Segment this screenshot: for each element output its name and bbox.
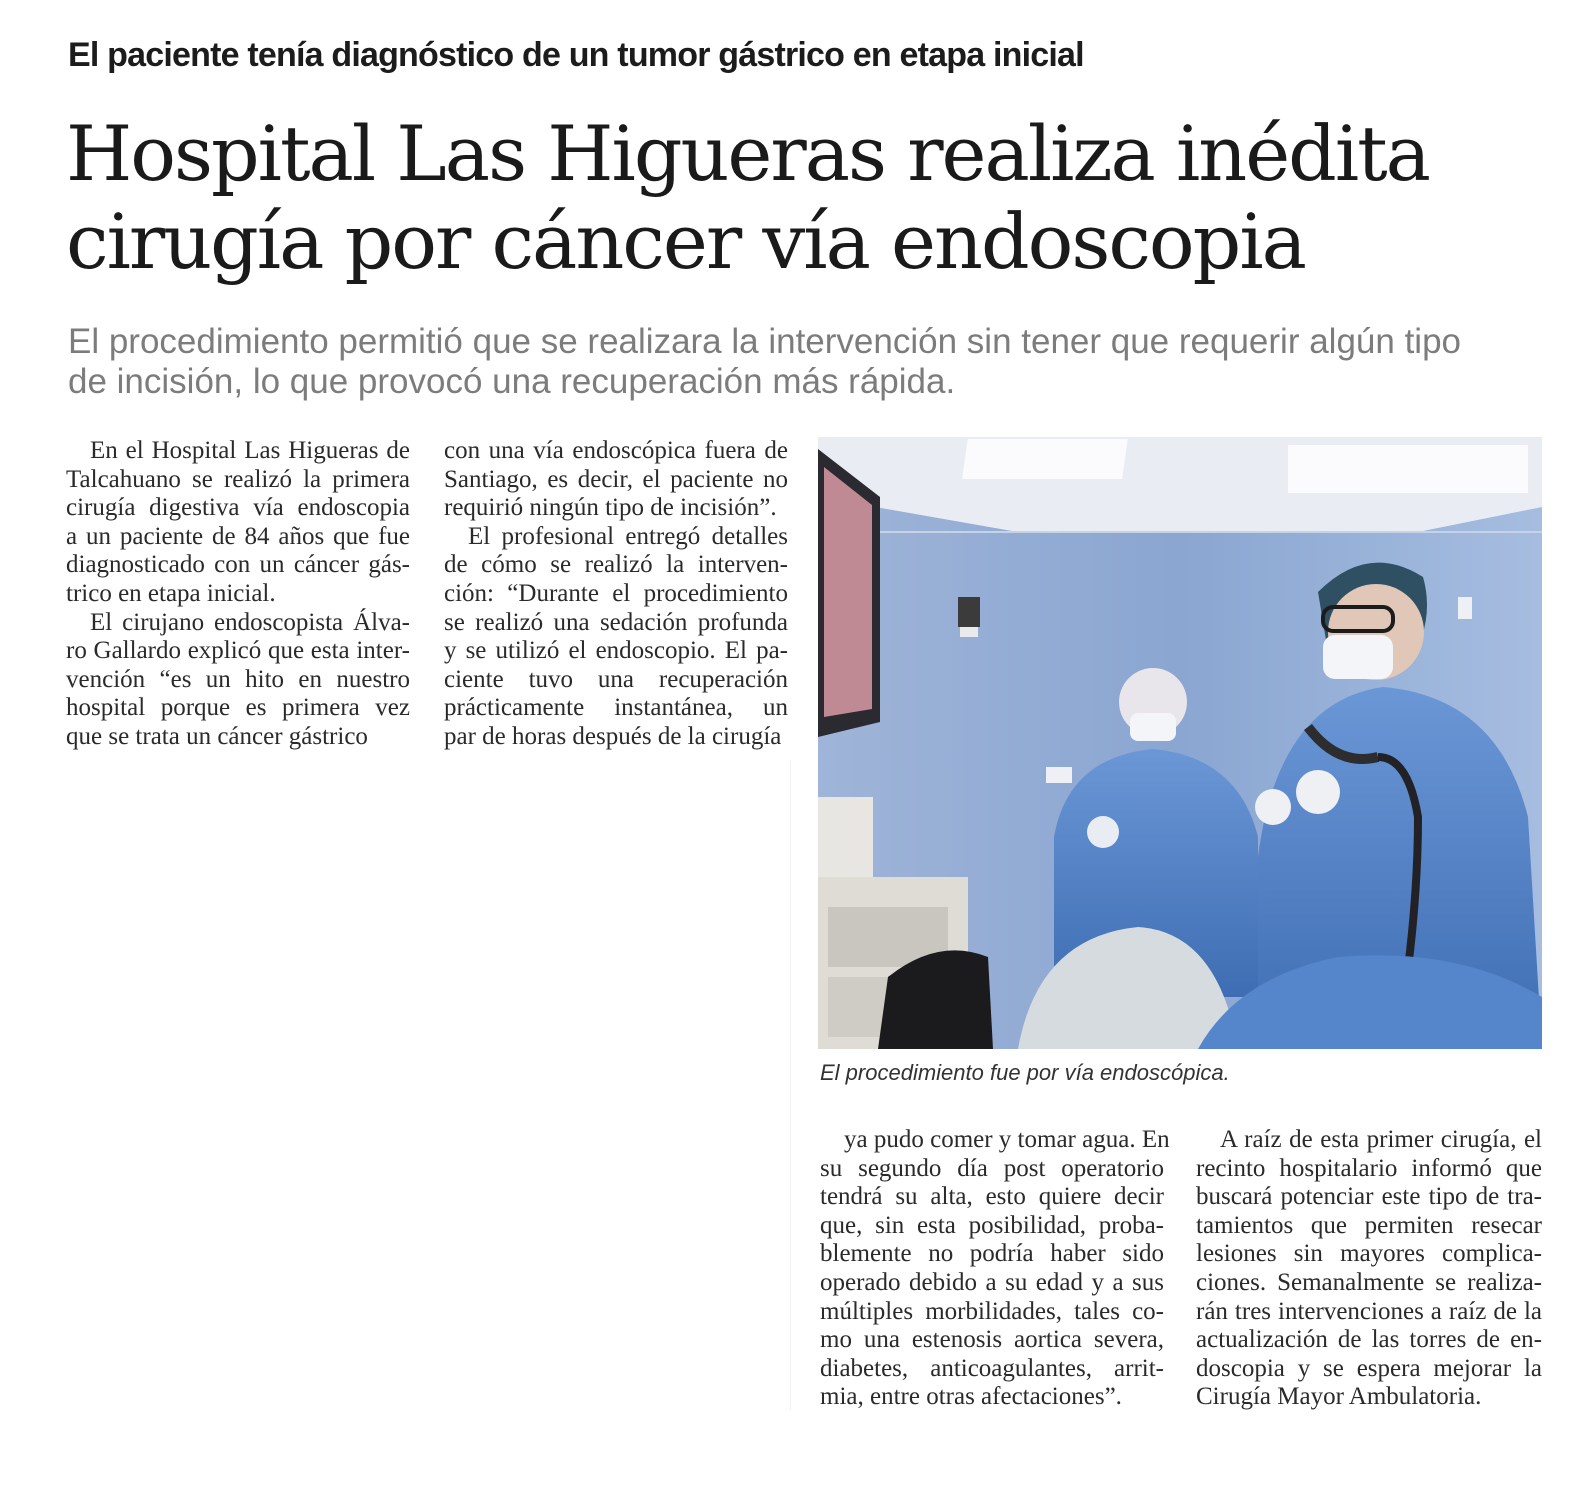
- body-line: ya pudo comer y tomar agua. En: [844, 1126, 1170, 1153]
- body-column-3: [820, 1126, 1170, 1412]
- headline-line: cirugía por cáncer vía endoscopia: [66, 197, 1305, 286]
- body-line: lesiones sin mayores complica-: [1196, 1240, 1542, 1268]
- body-column-1: [66, 437, 410, 752]
- body-line: ro Gallardo explicó que esta inter-: [66, 637, 410, 665]
- body-line: cirugía digestiva vía endoscopia: [66, 494, 410, 522]
- body-line: vención “es un hito en nuestro: [66, 665, 410, 693]
- photo-caption: El procedimiento fue por vía endoscópica.: [820, 1060, 1230, 1085]
- body-line: Talcahuano se realizó la primera: [66, 465, 410, 493]
- body-line: tendrá su alta, esto quiere decir: [820, 1183, 1164, 1211]
- body-line: En el Hospital Las Higueras de: [90, 437, 410, 464]
- body-line: que, sin esta posibilidad, proba-: [820, 1211, 1164, 1239]
- body-line: prácticamente instantánea, un: [444, 694, 788, 722]
- body-line: El profesional entregó detalles: [468, 522, 788, 550]
- body-column-4: [1196, 1126, 1542, 1412]
- deck-line: de incisión, lo que provocó una recuperación más rápida.: [68, 362, 956, 401]
- body-line: ciente tuvo una recuperación: [444, 665, 788, 693]
- column-divider: [790, 760, 791, 1410]
- headline: [66, 110, 1546, 286]
- body-line: blemente no podría haber sido: [820, 1240, 1164, 1268]
- body-line: Cirugía Mayor Ambulatoria.: [1196, 1383, 1482, 1411]
- body-line: diagnosticado con un cáncer gás-: [66, 551, 410, 579]
- body-line: par de horas después de la cirugía: [444, 722, 782, 750]
- body-line: doscopia y se espera mejorar la: [1196, 1354, 1542, 1382]
- body-line: mia, entre otras afectaciones”.: [820, 1383, 1122, 1411]
- kicker: El paciente tenía diagnóstico de un tumor gástrico en etapa inicial: [68, 36, 1084, 74]
- body-line: tamientos que permiten resecar: [1196, 1211, 1542, 1239]
- body-line: que se trata un cáncer gástrico: [66, 722, 368, 750]
- body-line: a un paciente de 84 años que fue: [66, 522, 410, 550]
- deck-line: El procedimiento permitió que se realizara la intervención sin tener que requerir algún tipo: [68, 322, 1461, 361]
- body-line: El cirujano endoscopista Álva-: [90, 608, 410, 636]
- body-line: ción: “Durante el procedimiento: [444, 579, 788, 607]
- surgery-illustration: [818, 437, 1542, 1049]
- headline-line: Hospital Las Higueras realiza inédita: [66, 109, 1429, 198]
- body-line: ciones. Semanalmente se realiza-: [1196, 1268, 1542, 1296]
- body-line: se realizó una sedación profunda: [444, 608, 788, 636]
- body-line: rán tres intervenciones a raíz de la: [1196, 1297, 1542, 1325]
- body-line: su segundo día post operatorio: [820, 1154, 1164, 1182]
- body-line: hospital porque es primera vez: [66, 694, 410, 722]
- surgery-photo: [818, 437, 1542, 1049]
- body-line: mo una estenosis aortica severa,: [820, 1326, 1164, 1354]
- body-line: recinto hospitalario informó que: [1196, 1154, 1542, 1182]
- body-line: A raíz de esta primer cirugía, el: [1220, 1126, 1542, 1153]
- body-line: buscará potenciar este tipo de tra-: [1196, 1183, 1542, 1211]
- body-line: requirió ningún tipo de incisión”.: [444, 494, 777, 522]
- body-line: trico en etapa inicial.: [66, 579, 276, 607]
- body-line: de cómo se realizó la interven-: [444, 551, 788, 579]
- deck: [68, 322, 1548, 402]
- body-line: diabetes, anticoagulantes, arrit-: [820, 1354, 1164, 1382]
- body-line: múltiples morbilidades, tales co-: [820, 1297, 1164, 1325]
- body-line: actualización de las torres de en-: [1196, 1326, 1542, 1354]
- body-column-2: [444, 437, 788, 752]
- body-line: con una vía endoscópica fuera de: [444, 437, 788, 464]
- body-line: operado debido a su edad y a sus: [820, 1268, 1164, 1296]
- body-line: Santiago, es decir, el paciente no: [444, 465, 788, 493]
- body-line: y se utilizó el endoscopio. El pa-: [444, 637, 788, 665]
